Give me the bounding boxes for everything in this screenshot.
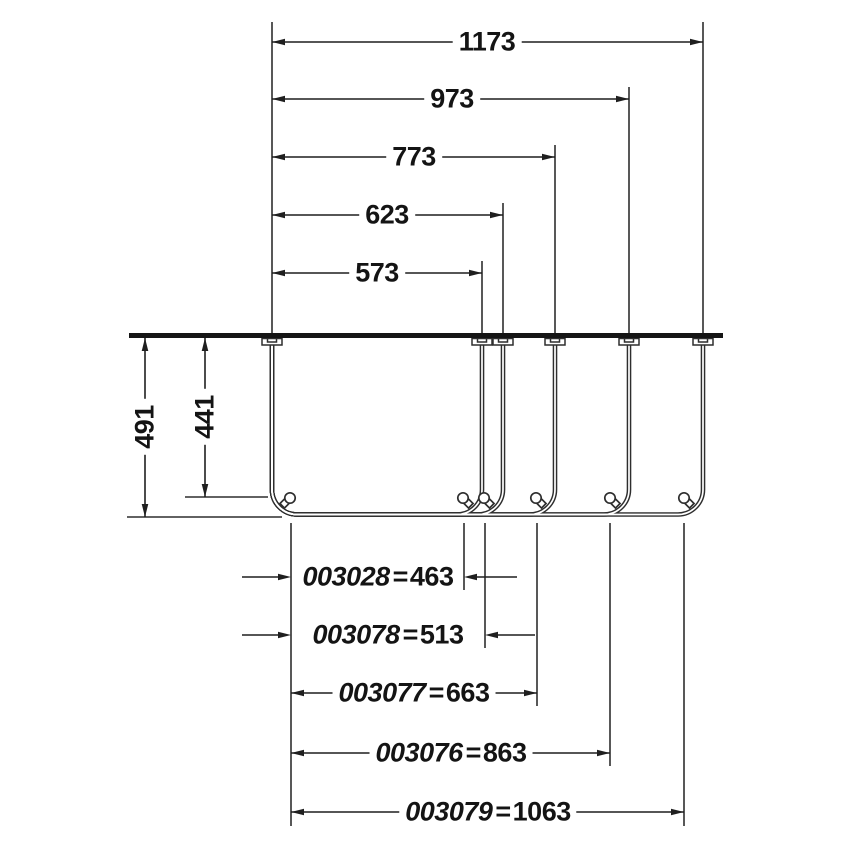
product-width: 463: [409, 561, 454, 592]
dim-span-773: 773: [386, 144, 442, 171]
equals-sign: =: [495, 796, 511, 827]
knob-513: [479, 493, 494, 508]
knob-1063: [679, 493, 694, 508]
equals-sign: =: [465, 737, 481, 768]
dim-span-1173: 1173: [453, 29, 522, 56]
product-code: 003028: [302, 561, 390, 592]
dim-span-973: 973: [424, 86, 480, 113]
equals-sign: =: [392, 561, 408, 592]
rail-463: [272, 345, 482, 515]
rail-1063: [272, 345, 703, 515]
product-code: 003079: [405, 796, 493, 827]
rail-knobs: [280, 493, 694, 508]
shelf-bar: [129, 333, 723, 338]
equals-sign: =: [428, 677, 444, 708]
dim-span-573: 573: [349, 260, 405, 287]
towel-rails: [272, 345, 703, 515]
product-width: 863: [482, 737, 527, 768]
knob-663: [531, 493, 546, 508]
product-code: 003076: [375, 737, 463, 768]
product-dim-003078: [307, 619, 470, 650]
knob-463: [458, 493, 473, 508]
knob-863: [605, 493, 620, 508]
product-dim-003076: [370, 737, 533, 768]
product-code: 003077: [338, 677, 426, 708]
product-width: 513: [419, 619, 464, 650]
mount-brackets: [262, 339, 713, 346]
dim-height-441: 441: [192, 389, 219, 445]
equals-sign: =: [402, 619, 418, 650]
dim-height-491: 491: [132, 399, 159, 455]
product-dim-003079: [399, 796, 576, 827]
rail-663: [272, 345, 555, 515]
towel-rails-inner-line: [272, 345, 703, 515]
rail-513: [272, 345, 503, 515]
product-code: 003078: [312, 619, 400, 650]
knob-left: [280, 493, 295, 508]
product-dim-003077: [333, 677, 496, 708]
product-width: 1063: [512, 796, 571, 827]
product-width: 663: [445, 677, 490, 708]
product-dim-003028: [297, 561, 460, 592]
rail-863: [272, 345, 629, 515]
dim-span-623: 623: [359, 202, 415, 229]
